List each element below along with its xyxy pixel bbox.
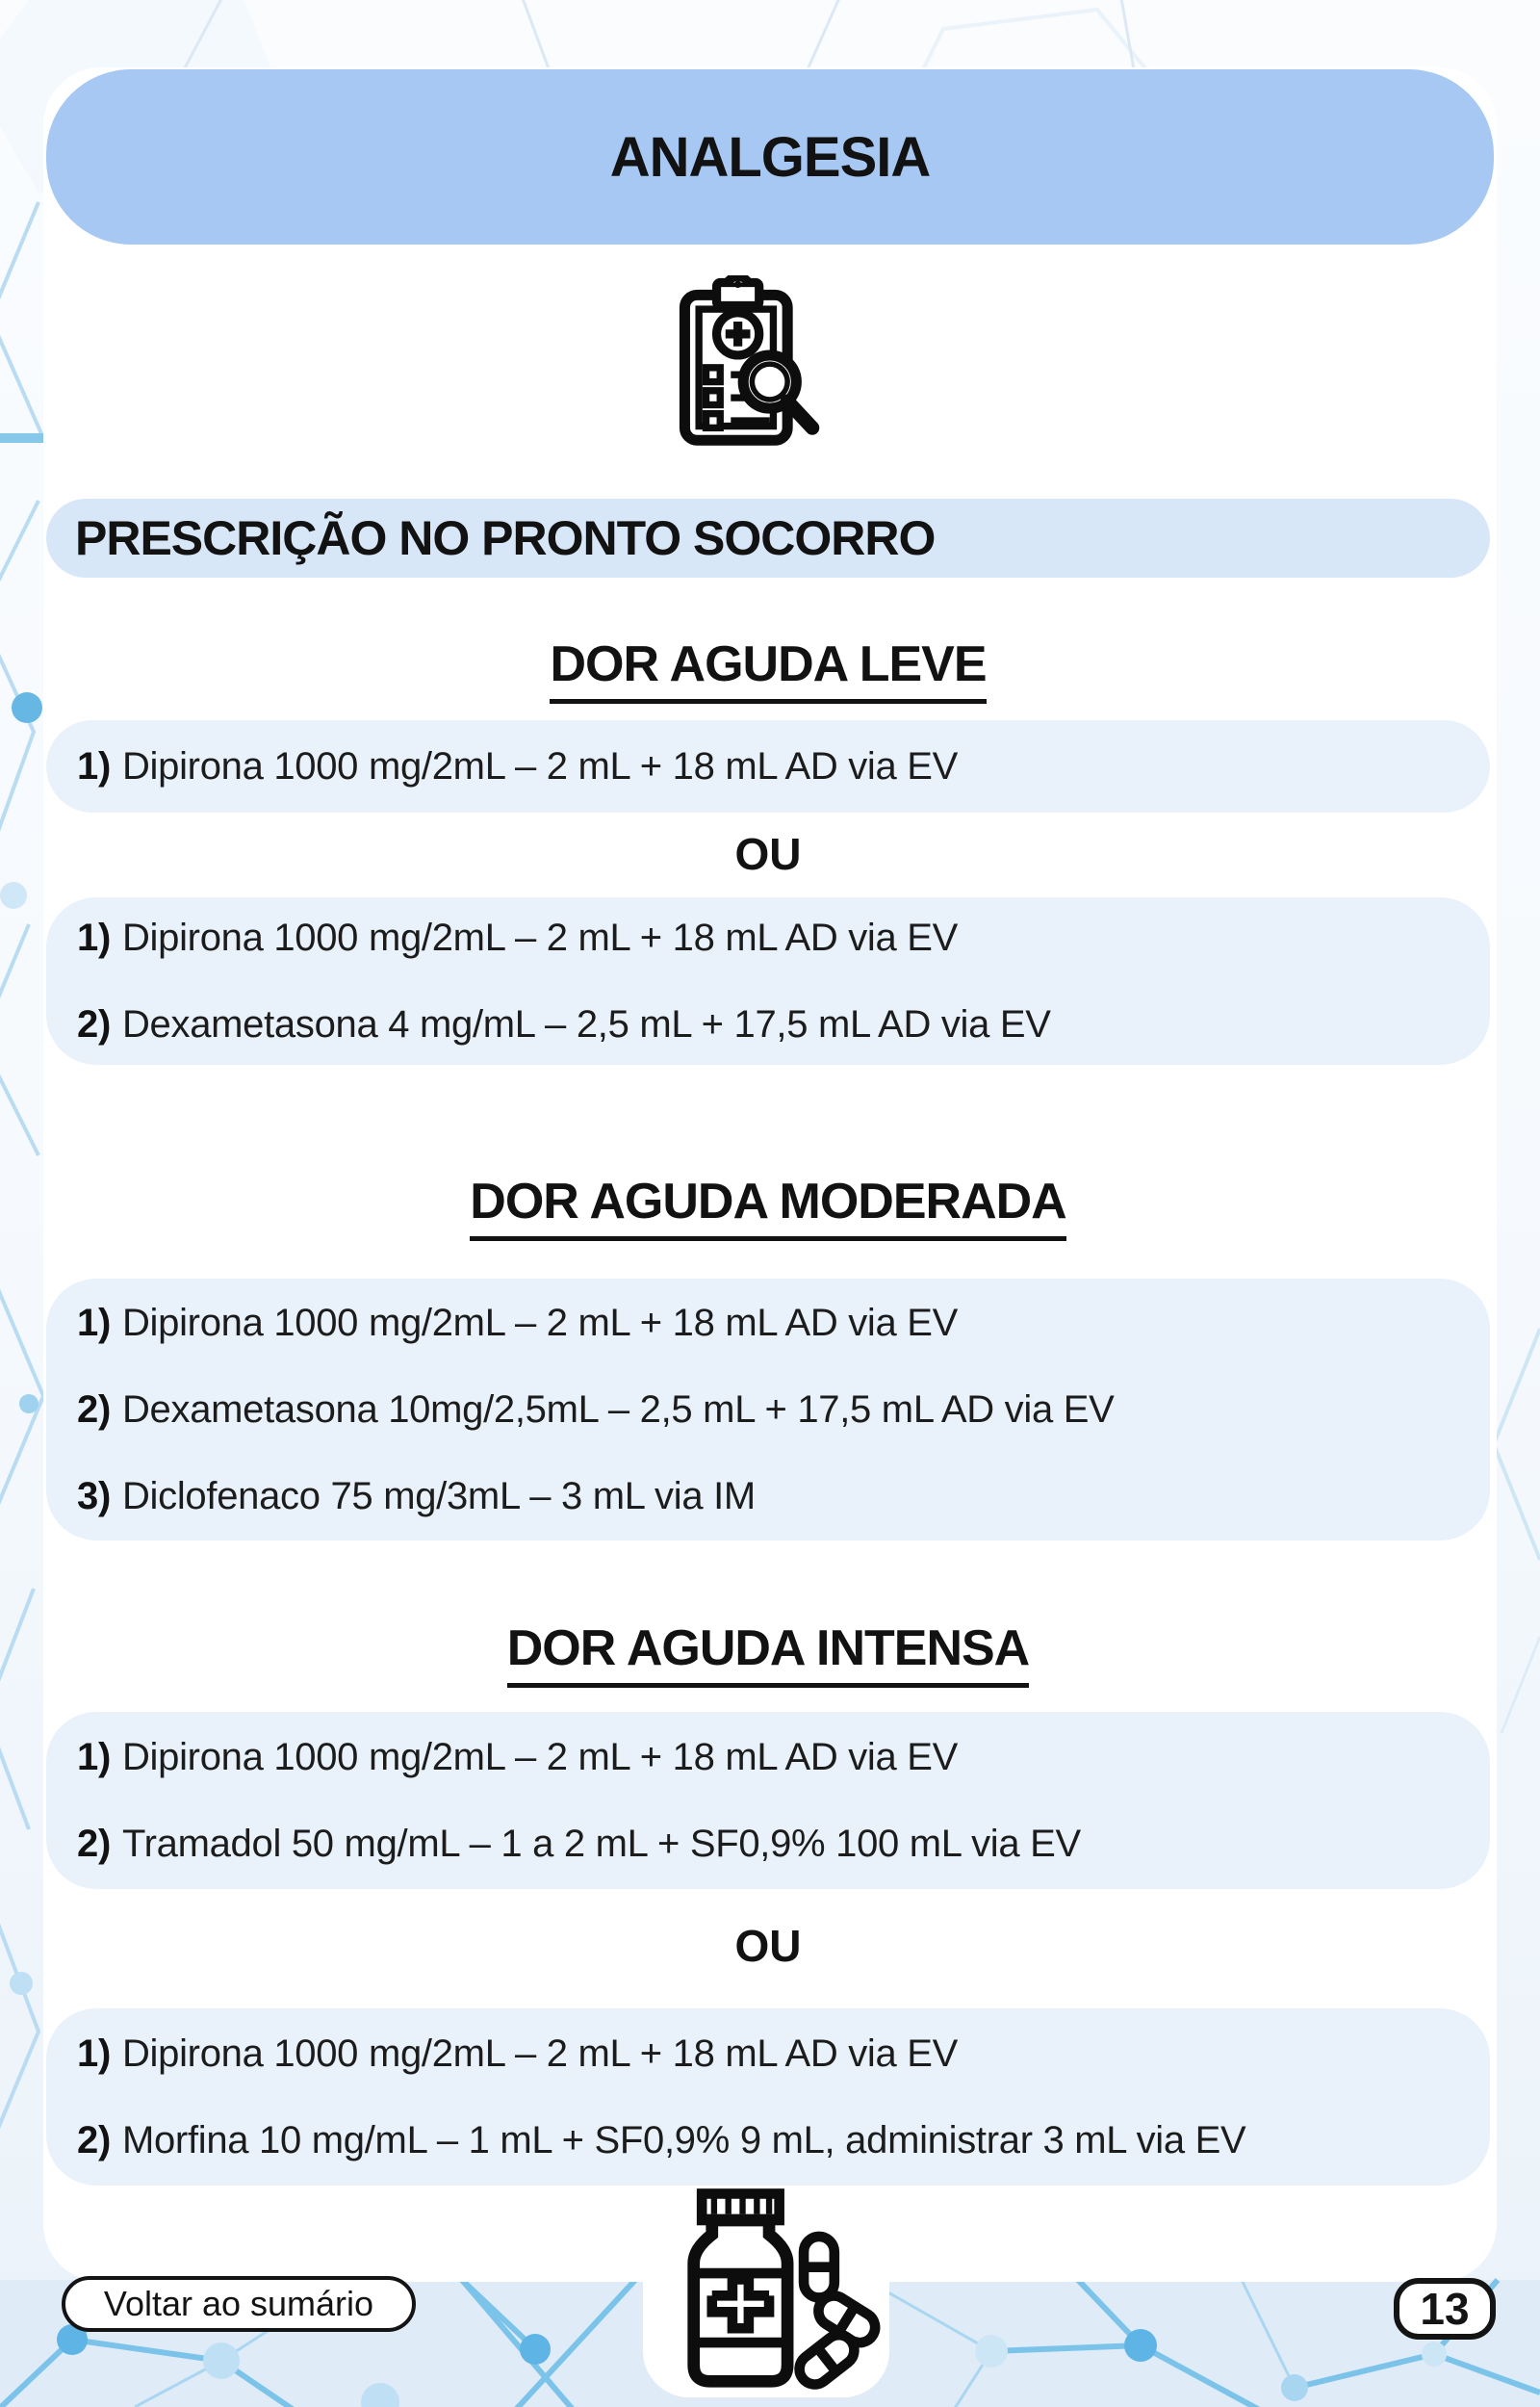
rx-line: 2) Dexametasona 4 mg/mL – 2,5 mL + 17,5 mL AD via EV — [77, 1003, 1051, 1046]
heading-dor-aguda-leve: DOR AGUDA LEVE — [46, 635, 1490, 693]
section-bar-label: PRESCRIÇÃO NO PRONTO SOCORRO — [75, 511, 936, 565]
rx-line: 1) Dipirona 1000 mg/2mL – 2 mL + 18 mL AD via EV — [77, 1302, 959, 1344]
pill-bottle-icon — [647, 2187, 889, 2396]
rx-line: 3) Diclofenaco 75 mg/3mL – 3 mL via IM — [77, 1475, 756, 1517]
rx-box — [46, 2008, 1490, 2186]
page-number: 13 — [1420, 2284, 1470, 2334]
heading-dor-aguda-moderada: DOR AGUDA MODERADA — [46, 1173, 1490, 1230]
page-number-badge — [1394, 2278, 1496, 2340]
rx-line: 2) Tramadol 50 mg/mL – 1 a 2 mL + SF0,9% 100 mL via EV — [77, 1823, 1081, 1865]
rx-box — [46, 1279, 1490, 1540]
rx-line: 1) Dipirona 1000 mg/2mL – 2 mL + 18 mL AD via EV — [77, 1736, 959, 1778]
section-bar — [46, 499, 1490, 578]
or-separator: OU — [734, 1921, 802, 1971]
page-title: ANALGESIA — [609, 125, 931, 189]
page-header — [46, 69, 1494, 245]
rx-box — [46, 897, 1490, 1065]
back-to-summary-button[interactable] — [62, 2276, 416, 2332]
rx-line: 1) Dipirona 1000 mg/2mL – 2 mL + 18 mL AD via EV — [77, 917, 959, 959]
rx-line: 1) Dipirona 1000 mg/2mL – 2 mL + 18 mL AD via EV — [77, 2032, 959, 2075]
rx-line: 1) Dipirona 1000 mg/2mL – 2 mL + 18 mL AD via EV — [77, 745, 959, 788]
clipboard-search-icon — [656, 275, 834, 461]
rx-box — [46, 720, 1490, 813]
heading-dor-aguda-intensa: DOR AGUDA INTENSA — [46, 1619, 1490, 1677]
or-separator: OU — [734, 829, 802, 879]
back-to-summary-label: Voltar ao sumário — [103, 2284, 374, 2323]
rx-box — [46, 1712, 1490, 1889]
rx-line: 2) Morfina 10 mg/mL – 1 mL + SF0,9% 9 mL, administrar 3 mL via EV — [77, 2119, 1246, 2161]
rx-line: 2) Dexametasona 10mg/2,5mL – 2,5 mL + 17,5 mL AD via EV — [77, 1388, 1115, 1431]
